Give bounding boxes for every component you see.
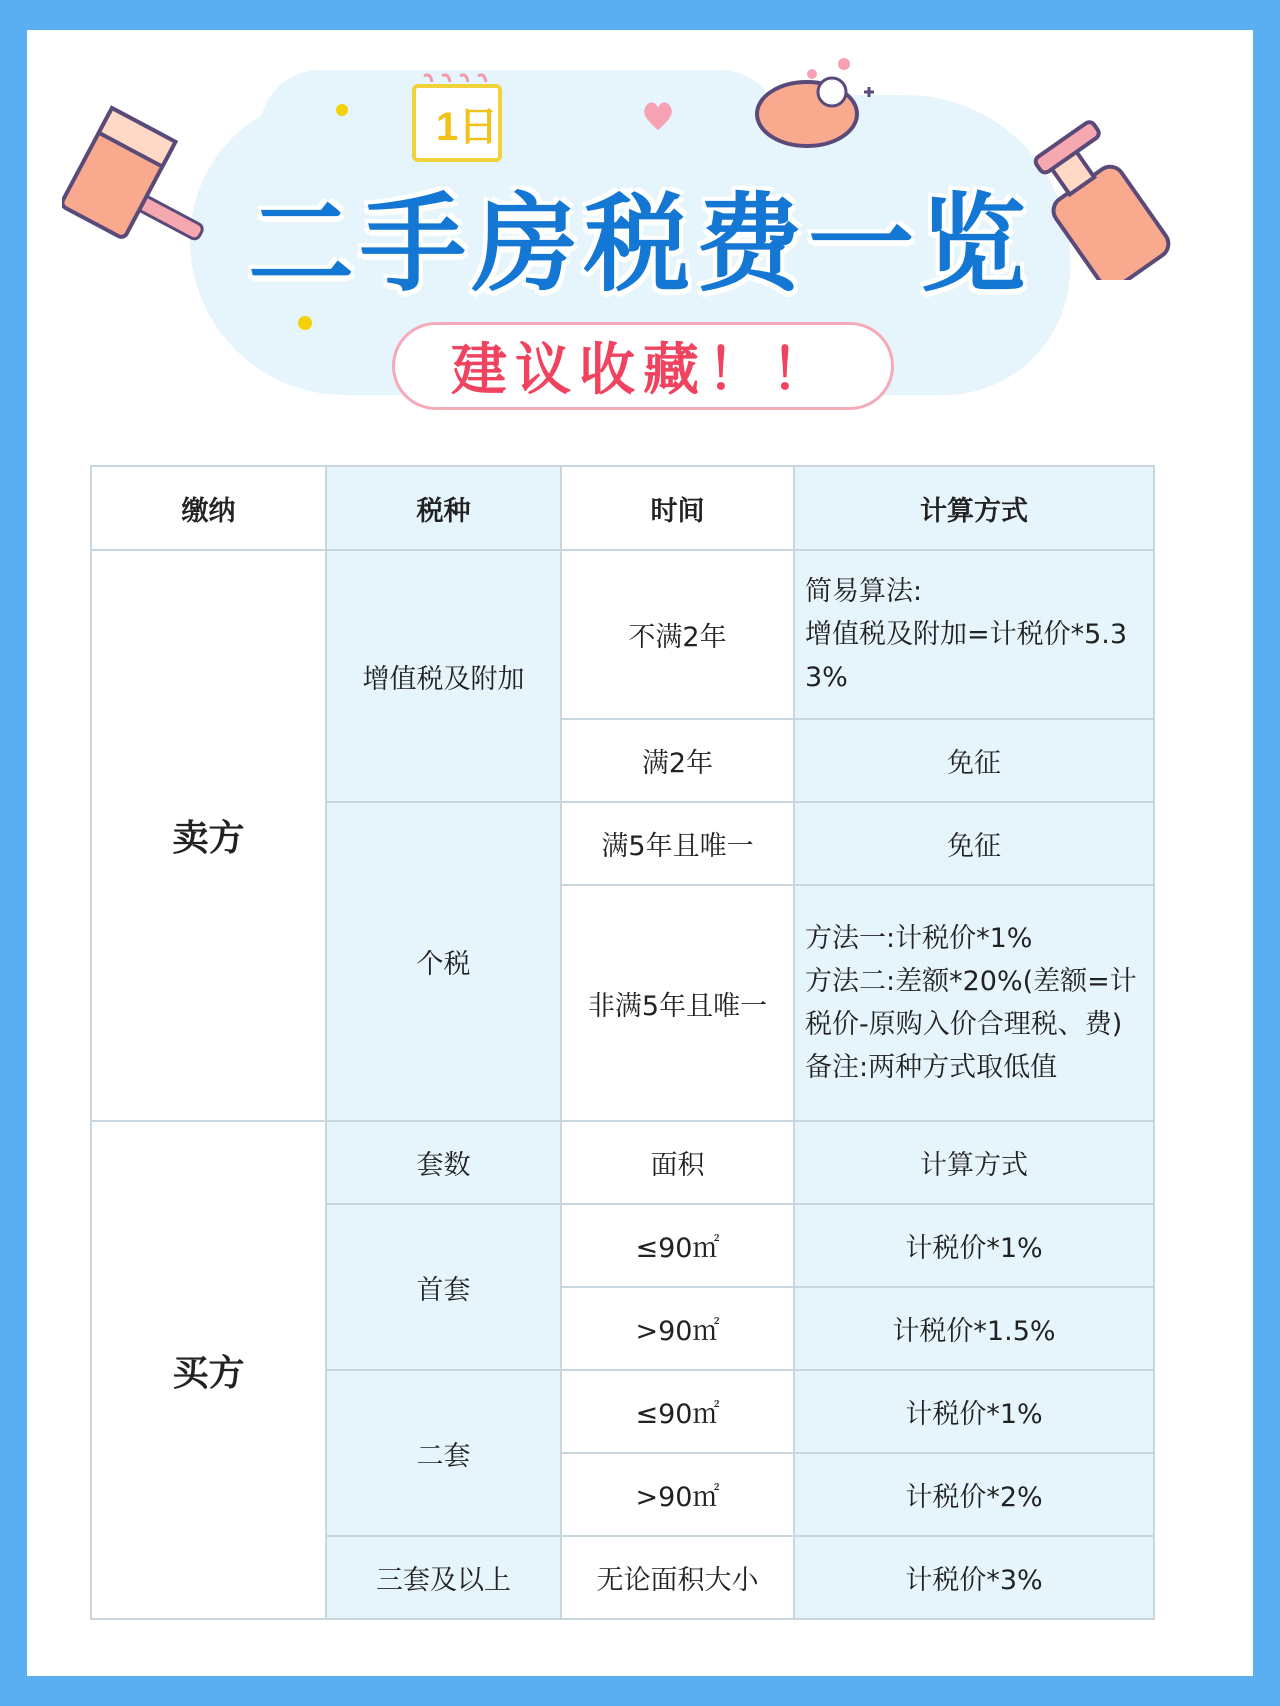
vat-name: 增值税及附加 [326,550,561,802]
seller-label: 卖方 [91,550,326,1121]
vat-under2-calc [794,550,1154,719]
third-calc: 计税价*3% [794,1536,1154,1619]
header-cell-tax-type: 税种 [326,466,561,550]
calc-line: 备注:两种方式取低值 [805,1052,1058,1083]
second-small-calc: 计税价*1% [794,1370,1154,1453]
first-home-name: 首套 [326,1204,561,1370]
buyer-subhead-calc: 计算方式 [794,1121,1154,1204]
third-home-name: 三套及以上 [326,1536,561,1619]
income-tax-name: 个税 [326,802,561,1121]
calc-line: 简易算法: [805,576,923,607]
first-large-calc: 计税价*1.5% [794,1287,1154,1370]
income-only5-calc: 免征 [794,802,1154,885]
calc-line: 方法二:差额*20%(差额=计 [805,966,1137,997]
table-row [91,1121,1154,1204]
first-small-calc: 计税价*1% [794,1204,1154,1287]
subtitle-text: 建议收藏！！ [451,338,835,403]
income-notonly5-calc [794,885,1154,1121]
page-title: 二手房税费一览 [248,183,1032,306]
calc-line: 增值税及附加=计税价*5.3 [805,619,1128,650]
first-small-area: ≤90㎡ [561,1204,794,1287]
heart-icon [640,100,676,132]
header-cell-calculation: 计算方式 [794,466,1154,550]
vat-over2-calc: 免征 [794,719,1154,802]
header-cell-payer: 缴纳 [91,466,326,550]
buyer-label: 买方 [91,1121,326,1619]
second-large-calc: 计税价*2% [794,1453,1154,1536]
second-large-area: >90㎡ [561,1453,794,1536]
calendar-text: 1日 [436,105,499,149]
income-only5-time: 满5年且唯一 [561,802,794,885]
calc-line: 3% [805,662,848,693]
tax-table [90,465,1155,1620]
soap-icon [752,52,882,157]
buyer-subhead-area: 面积 [561,1121,794,1204]
yellow-dot [298,316,312,330]
calc-line: 税价-原购入价合理税、费) [805,1009,1123,1040]
income-notonly5-time: 非满5年且唯一 [561,885,794,1121]
buyer-subhead-count: 套数 [326,1121,561,1204]
yellow-dot [336,104,348,116]
third-area: 无论面积大小 [561,1536,794,1619]
second-small-area: ≤90㎡ [561,1370,794,1453]
calendar-icon [410,72,510,167]
header-cell-time: 时间 [561,466,794,550]
subtitle-badge [392,322,894,410]
vat-over2-time: 满2年 [561,719,794,802]
table-row [91,550,1154,719]
vat-under2-time: 不满2年 [561,550,794,719]
first-large-area: >90㎡ [561,1287,794,1370]
table-header-row [91,466,1154,550]
second-home-name: 二套 [326,1370,561,1536]
calc-line: 方法一:计税价*1% [805,923,1033,954]
